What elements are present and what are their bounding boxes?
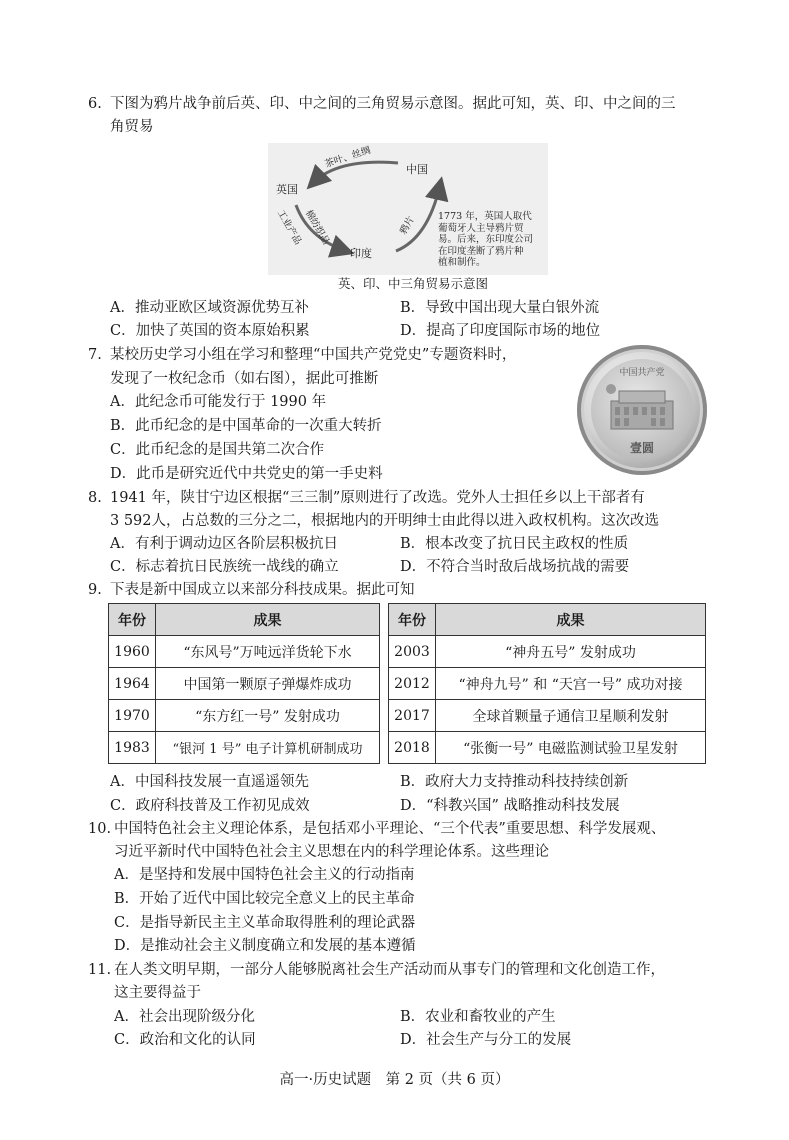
q11-option-d[interactable]: D．社会生产与分工的发展 — [400, 1032, 572, 1048]
diagram-note — [438, 211, 533, 269]
q11-stem-line1 — [88, 960, 665, 980]
q10-option-b[interactable]: B．开始了近代中国比较完全意义上的民主革命 — [114, 891, 415, 907]
q11-option-b[interactable]: B．农业和畜牧业的产生 — [400, 1009, 556, 1025]
q10-option-d[interactable]: D．是推动社会主义制度确立和发展的基本遵循 — [114, 938, 416, 954]
q6-stem-line2: 角贸易 — [110, 119, 154, 135]
tech-table-left — [108, 603, 380, 764]
label-tea-silk: 茶叶、丝绸 — [323, 144, 373, 171]
q9-option-c[interactable]: C．政府科技普及工作初见成效 — [110, 798, 310, 814]
header-achievement: 成果 — [436, 604, 706, 636]
achievement-cell: “神舟五号” 发射成功 — [436, 636, 706, 668]
table-row — [389, 732, 706, 764]
tech-table-right — [388, 603, 706, 764]
year-cell: 1983 — [109, 732, 156, 764]
q10-option-a[interactable]: A．是坚持和发展中国特色社会主义的行动指南 — [114, 867, 415, 883]
achievement-cell: “张衡一号” 电磁监测试验卫星发射 — [436, 732, 706, 764]
q8-number: 8. — [88, 490, 102, 506]
q8-stem-line1 — [88, 488, 645, 508]
node-britain: 英国 — [276, 183, 298, 196]
coin-face — [591, 359, 693, 461]
q11-stem-text: 在人类文明早期，一部分人能够脱离社会生产活动而从事专门的管理和文化创造工作， — [114, 962, 665, 978]
table-row — [389, 668, 706, 700]
q11-option-a[interactable]: A．社会出现阶级分化 — [114, 1009, 255, 1025]
year-cell: 2003 — [389, 636, 436, 668]
year-cell: 1960 — [109, 636, 156, 668]
q11-number: 11. — [88, 962, 112, 978]
achievement-cell: “银河 1 号” 电子计算机研制成功 — [156, 732, 380, 764]
q10-option-c[interactable]: C．是指导新民主主义革命取得胜利的理论武器 — [114, 915, 416, 931]
table-row — [389, 700, 706, 732]
q8-option-c[interactable]: C．标志着抗日民族统一战线的确立 — [110, 559, 339, 575]
q9-stem-line — [88, 580, 415, 600]
page-footer: 高一·历史试题 第 2 页（共 6 页） — [279, 1072, 510, 1088]
q7-stem-text: 某校历史学习小组在学习和整理“中国共产党党史”专题资料时， — [110, 347, 517, 363]
q9-stem-text: 下表是新中国成立以来部分科技成果。据此可知 — [110, 582, 415, 598]
header-year: 年份 — [389, 604, 436, 636]
q8-stem-text: 1941 年，陕甘宁边区根据“三三制”原则进行了改选。党外人士担任乡以上干部者有 — [110, 490, 645, 506]
note-line: 易。后来，东印度公司 — [438, 234, 534, 245]
note-line: 1773 年，英国人取代 — [438, 211, 532, 222]
q9-option-a[interactable]: A．中国科技发展一直遥遥领先 — [110, 774, 309, 790]
triangular-trade-diagram — [268, 143, 548, 275]
q7-stem-line2: 发现了一枚纪念币（如右图），据此可推断 — [110, 371, 379, 387]
achievement-cell: 中国第一颗原子弹爆炸成功 — [156, 668, 380, 700]
q11-stem-line2: 这主要得益于 — [114, 985, 201, 1001]
q7-option-d[interactable]: D．此币是研究近代中共党史的第一手史料 — [110, 466, 383, 482]
q11-option-c[interactable]: C．政治和文化的认同 — [114, 1032, 256, 1048]
coin-top-text: 中国共产党 — [619, 368, 665, 378]
node-china: 中国 — [406, 163, 428, 176]
q6-option-b[interactable]: B．导致中国出现大量白银外流 — [400, 300, 600, 316]
year-cell: 1964 — [109, 668, 156, 700]
commemorative-coin-image — [577, 345, 707, 475]
table-row — [109, 668, 380, 700]
header-achievement: 成果 — [156, 604, 380, 636]
q10-stem-text: 中国特色社会主义理论体系，是包括邓小平理论、“三个代表”重要思想、科学发展观、 — [114, 821, 666, 837]
achievement-cell: 全球首颗量子通信卫星顺利发射 — [436, 700, 706, 732]
year-cell: 1970 — [109, 700, 156, 732]
year-cell: 2018 — [389, 732, 436, 764]
achievement-cell: “神舟九号” 和 “天宫一号” 成功对接 — [436, 668, 706, 700]
q10-stem-line1 — [88, 819, 665, 839]
q6-option-a[interactable]: A．推动亚欧区域资源优势互补 — [110, 300, 309, 316]
table-row — [109, 732, 380, 764]
year-cell: 2017 — [389, 700, 436, 732]
q8-option-a[interactable]: A．有利于调动边区各阶层积极抗日 — [110, 536, 338, 552]
q7-number: 7. — [88, 347, 102, 363]
note-line: 在印度垄断了鸦片种 — [438, 245, 524, 257]
q9-option-b[interactable]: B．政府大力支持推动科技持续创新 — [400, 774, 629, 790]
header-year: 年份 — [109, 604, 156, 636]
q8-option-d[interactable]: D．不符合当时敌后战场抗战的需要 — [400, 559, 630, 575]
achievement-cell: “东风号”万吨远洋货轮下水 — [156, 636, 380, 668]
q6-stem-text: 下图为鸦片战争前后英、印、中之间的三角贸易示意图。据此可知，英、印、中之间的三 — [110, 96, 676, 112]
q10-number: 10. — [88, 821, 112, 837]
q7-option-b[interactable]: B．此币纪念的是中国革命的一次重大转折 — [110, 418, 382, 434]
q6-option-c[interactable]: C．加快了英国的资本原始积累 — [110, 323, 310, 339]
table-row — [109, 636, 380, 668]
label-cotton-textiles: 棉纺织品 — [302, 208, 332, 247]
note-line: 植和制作。 — [438, 257, 486, 268]
label-opium: 鸦片 — [397, 214, 418, 237]
year-cell: 2012 — [389, 668, 436, 700]
node-india: 印度 — [350, 247, 372, 260]
label-industrial-goods: 工业产品 — [274, 208, 304, 247]
q9-number: 9. — [88, 582, 102, 598]
q7-stem-line1 — [88, 345, 516, 365]
diagram-caption: 英、印、中三角贸易示意图 — [338, 276, 489, 291]
q10-stem-line2: 习近平新时代中国特色社会主义思想在内的科学理论体系。这些理论 — [114, 844, 549, 860]
arrow-india-to-china — [396, 185, 440, 251]
q6-stem-line1 — [88, 94, 676, 114]
note-line: 葡萄牙人主导鸦片贸 — [438, 222, 524, 234]
q8-stem-line2: 3 592人，占总数的三分之二，根据地内的开明绅士由此得以进入政权机构。这次改选 — [110, 513, 660, 529]
table-row — [389, 636, 706, 668]
q7-option-c[interactable]: C．此币纪念的是国共第二次合作 — [110, 442, 325, 458]
q6-number: 6. — [88, 96, 102, 112]
q7-option-a[interactable]: A．此纪念币可能发行于 1990 年 — [110, 394, 327, 410]
achievement-cell: “东方红一号” 发射成功 — [156, 700, 380, 732]
coin-denomination: 壹圆 — [629, 441, 654, 455]
table-row — [109, 700, 380, 732]
q9-option-d[interactable]: D．“科教兴国” 战略推动科技发展 — [400, 798, 620, 814]
q6-option-d[interactable]: D．提高了印度国际市场的地位 — [400, 323, 601, 339]
q8-option-b[interactable]: B．根本改变了抗日民主政权的性质 — [400, 536, 629, 552]
